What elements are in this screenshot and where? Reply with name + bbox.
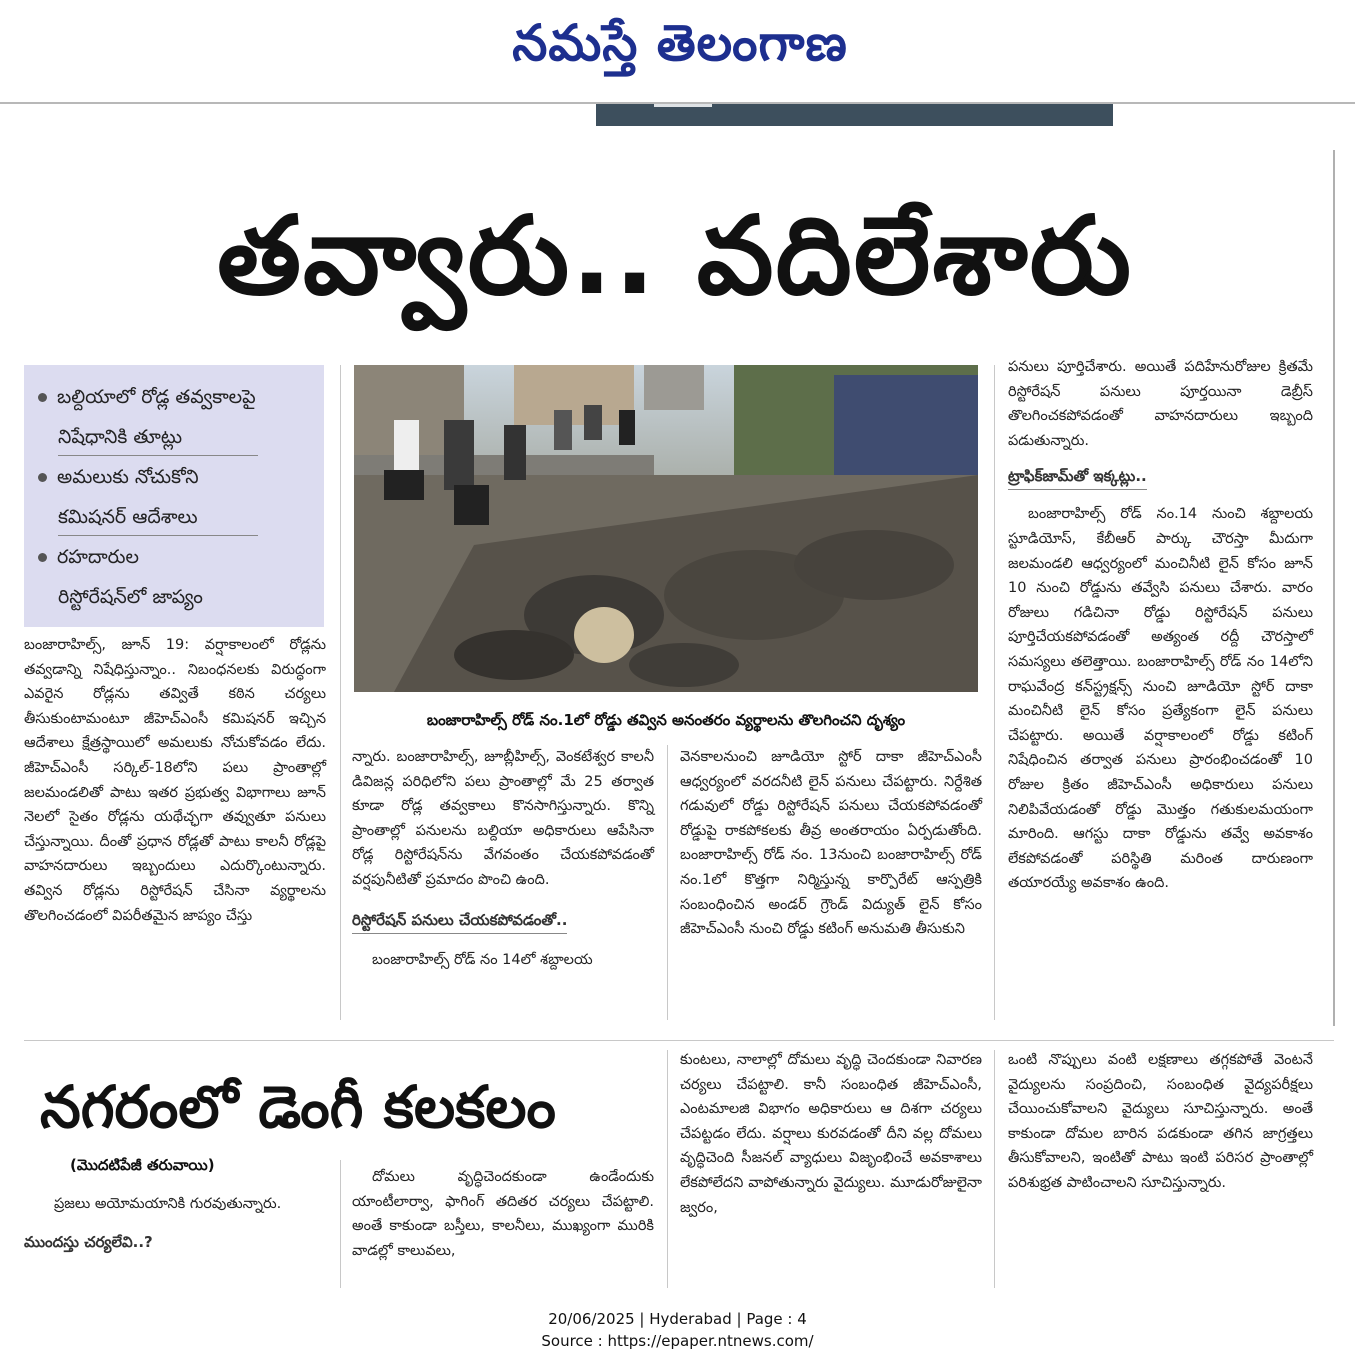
bullet-icon (38, 553, 47, 562)
summary-item (38, 377, 318, 457)
article-subhead: రిస్టోరేషన్ పనులు చేయకపోవడంతో.. (352, 907, 567, 934)
page-footer (0, 1308, 1355, 1352)
section-bar (596, 104, 1113, 126)
bullet-icon (38, 393, 47, 402)
column-rule (340, 1160, 341, 1288)
article-column (680, 1048, 982, 1220)
dengue-headline: నగరంలో డెంగీ కలకలం (40, 1073, 556, 1141)
article-column (1008, 355, 1313, 896)
summary-box (24, 365, 324, 627)
section-bar-notch (654, 104, 712, 107)
summary-line: కమిషనర్ ఆదేశాలు (58, 506, 198, 528)
section-divider (24, 1040, 1334, 1041)
divider (58, 535, 258, 536)
summary-line: రిస్టోరేషన్‌లో జాప్యం (58, 586, 203, 608)
column-rule (667, 1050, 668, 1288)
summary-line: నిషేధానికి తూట్లు (58, 426, 183, 448)
summary-item (38, 537, 318, 617)
photo-caption: బంజారాహిల్స్ రోడ్ నం.1లో రోడ్డు తవ్విన అనంతరం వ్యర్థాలను తొలగించని దృశ్యం (426, 711, 906, 729)
article-text: పనులు పూర్తిచేశారు. అయితే పదిహేనురోజుల క్రితమే రిస్టోరేషన్ పనులు పూర్తయినా డెబ్రీస్ తొలగించకపోవడంతో వాహనదారులు ఇబ్బంది పడుతున్నారు. (1008, 359, 1313, 449)
article-column (24, 1192, 326, 1255)
summary-line: బల్దియాలో రోడ్ల తవ్వకాలపై (57, 386, 256, 408)
article-column (680, 745, 982, 942)
summary-line: అమలుకు నోచుకోని (57, 466, 199, 488)
article-column (1008, 1048, 1313, 1196)
article-text: బంజారాహిల్స్, జూన్ 19: వర్షాకాలంలో రోడ్లను తవ్వడాన్ని నిషేధిస్తున్నాం.. నిబంధనలకు విరుద్ధంగా ఎవరైన రోడ్లను తవ్వితే కఠిన చర్యలు తీసుకుంటామంటూ జీహెచ్‌ఎంసీ కమిషనర్ ఇచ్చిన ఆదేశాలు క్షేత్రస్థాయిలో అమలుకు నోచుకోవడం లేదు. జీహెచ్‌ఎంసీ సర్కిల్-18లోని పలు ప్రాంతాల్లో జలమండలితో పాటు ఇతర ప్రభుత్వ విభాగాలు జూన్ నెలలో సైతం రోడ్లను యథేచ్ఛగా తవ్వుతూ పనులు చేస్తున్నాయి. దీంతో ప్రధాన రోడ్లతో పాటు కాలనీ రోడ్లపై వాహనదారులు ఇబ్బందులు ఎదుర్కొంటున్నారు. తవ్విన రోడ్లను రిస్టోరేషన్ చేసినా వ్యర్థాలను తొలగించడంలో విపరీతమైన జాప్యం చేస్తు (24, 637, 326, 924)
footer-date-line: 20/06/2025 | Hyderabad | Page : 4 (548, 1310, 807, 1328)
main-headline: తవ్వారు.. వదిలేశారు (216, 194, 1133, 319)
article-subhead: ముందస్తు చర్యలేవి..? (24, 1232, 153, 1251)
column-rule (994, 365, 995, 1020)
summary-item (38, 457, 318, 537)
footer-source-line: Source : https://epaper.ntnews.com/ (541, 1332, 814, 1350)
article-column (352, 1165, 654, 1263)
article-text: వెనకాలనుంచి జూడియో స్టోర్ దాకా జీహెచ్‌ఎంసీ ఆధ్వర్యంలో వరదనీటి లైన్ పనులు చేపట్టారు. నిర్దేశిత గడువులో రోడ్డు రిస్టోరేషన్ పనులు చేయకపోవడంతో రోడ్డుపై రాకపోకలకు తీవ్ర అంతరాయం ఏర్పడుతోంది. బంజారాహిల్స్ రోడ్ నం. 13నుంచి బంజారాహిల్స్ రోడ్ నం.1లో కొత్తగా నిర్మిస్తున్న కార్పొరేట్ ఆస్పత్రికి సంబంధించిన అండర్ గ్రౌండ్ విద్యుత్ లైన్ కోసం జీహెచ్‌ఎంసీ నుంచి రోడ్డు కటింగ్ అనుమతి తీసుకుని (680, 749, 982, 938)
road-debris-photo (354, 365, 978, 692)
article-text: దోమలు వృద్ధిచెందకుండా ఉండేందుకు యాంటీలార్వా, ఫాగింగ్ తదితర చర్యలు చేపట్టాలి. అంతే కాకుండా బస్తీలు, కాలనీలు, ముఖ్యంగా మురికి వాడల్లో కాలువలు, (352, 1169, 654, 1259)
newspaper-masthead: నమస్తే తెలంగాణ (512, 13, 848, 72)
article-subhead: ట్రాఫిక్‌జామ్‌తో ఇక్కట్లు.. (1008, 463, 1147, 490)
article-text: బంజారాహిల్స్ రోడ్ నం.14 నుంచి శబ్దాలయ స్టూడియోస్, కేబీఆర్ పార్కు చౌరస్తా మీదుగా జలమండలి ఆధ్వర్యంలో మంచినీటి లైన్ కోసం జూన్ 10 నుంచి రోడ్డును తవ్వేసి పనులు చేశారు. వారం రోజులు గడిచినా రోడ్డు రిస్టోరేషన్ పనులు పూర్తిచేయకపోవడంతో అత్యంత రద్దీ చౌరస్తాలో సమస్యలు తలెత్తాయి. బంజారాహిల్స్ రోడ్ నం 14లోని రాఘవేంద్ర కన్‌స్ట్రక్షన్స్ నుంచి జూడియో స్టోర్ దాకా మంచినీటి లైన్ కోసం ప్రత్యేకంగా లైన్ పనులు చేపట్టారు. అయితే వర్షాకాలంలో రోడ్డు కటింగ్ నిషేధించిన తర్వాత పనులు ప్రారంభించడంతో 10 రోజుల క్రితం జీహెచ్‌ఎంసీ అధికారులు పనులు నిలిపివేయడంతో రోడ్డు మొత్తం గతుకులమయంగా మారింది. ఆగస్టు దాకా రోడ్డును తవ్వే అవకాశం లేకపోవడంతో పరిస్థితి మరింత దారుణంగా తయారయ్యే అవకాశం ఉంది. (1008, 506, 1313, 892)
continued-label: (మొదటిపేజీ తరువాయి) (70, 1156, 215, 1174)
news-photo (354, 365, 978, 692)
article-text: బంజారాహిల్స్ రోడ్ నం 14లో శబ్దాలయ (372, 951, 593, 968)
article-text: ప్రజలు అయోమయానికి గురవుతున్నారు. (54, 1196, 282, 1212)
column-rule (994, 1050, 995, 1288)
divider (58, 455, 258, 456)
summary-line: రహదారుల (57, 546, 139, 568)
column-rule (340, 365, 341, 1020)
bullet-icon (38, 473, 47, 482)
article-text: కుంటలు, నాలాల్లో దోమలు వృద్ధి చెందకుండా నివారణ చర్యలు చేపట్టాలి. కానీ సంబంధిత జీహెచ్‌ఎంసీ, ఎంటమాలజి విభాగం అధికారులు ఆ దిశగా చర్యలు చేపట్టడం లేదు. వర్షాలు కురవడంతో దీని వల్ల దోమలు వృద్ధిచెంది సీజనల్ వ్యాధులు విజృంభించే అవకాశాలు లేకపోలేదని వాపోతున్నారు వైద్యులు. మూడురోజులైనా జ్వరం, (680, 1052, 982, 1216)
article-column (352, 745, 654, 972)
article-column (24, 633, 326, 928)
right-column-rule (1333, 150, 1335, 1026)
article-text: ఒంటి నొప్పులు వంటి లక్షణాలు తగ్గకపోతే వెంటనే వైద్యులను సంప్రదించి, సంబంధిత వైద్యపరీక్షలు చేయించుకోవాలని వైద్యులు సూచిస్తున్నారు. అంతే కాకుండా దోమల బారిన పడకుండా తగిన జాగ్రత్తలు తీసుకోవాలని, ఇంటితో పాటు ఇంటి పరిసర ప్రాంతాల్లో పరిశుభ్రత పాటించాలని సూచిస్తున్నారు. (1008, 1052, 1313, 1191)
column-rule (667, 745, 668, 1020)
article-text: న్నారు. బంజారాహిల్స్, జూబ్లీహిల్స్, వెంకటేశ్వర కాలనీ డివిజన్ల పరిధిలోని పలు ప్రాంతాల్లో మే 25 తర్వాత కూడా రోడ్ల తవ్వకాలు కొనసాగిస్తున్నారు. కొన్ని ప్రాంతాల్లో పనులను బల్దియా అధికారులు ఆపేసినా రోడ్ల రిస్టోరేషన్‌ను వేగవంతం చేయకపోవడంతో వర్షపునీటితో ప్రమాదం పొంచి ఉంది. (352, 749, 654, 888)
